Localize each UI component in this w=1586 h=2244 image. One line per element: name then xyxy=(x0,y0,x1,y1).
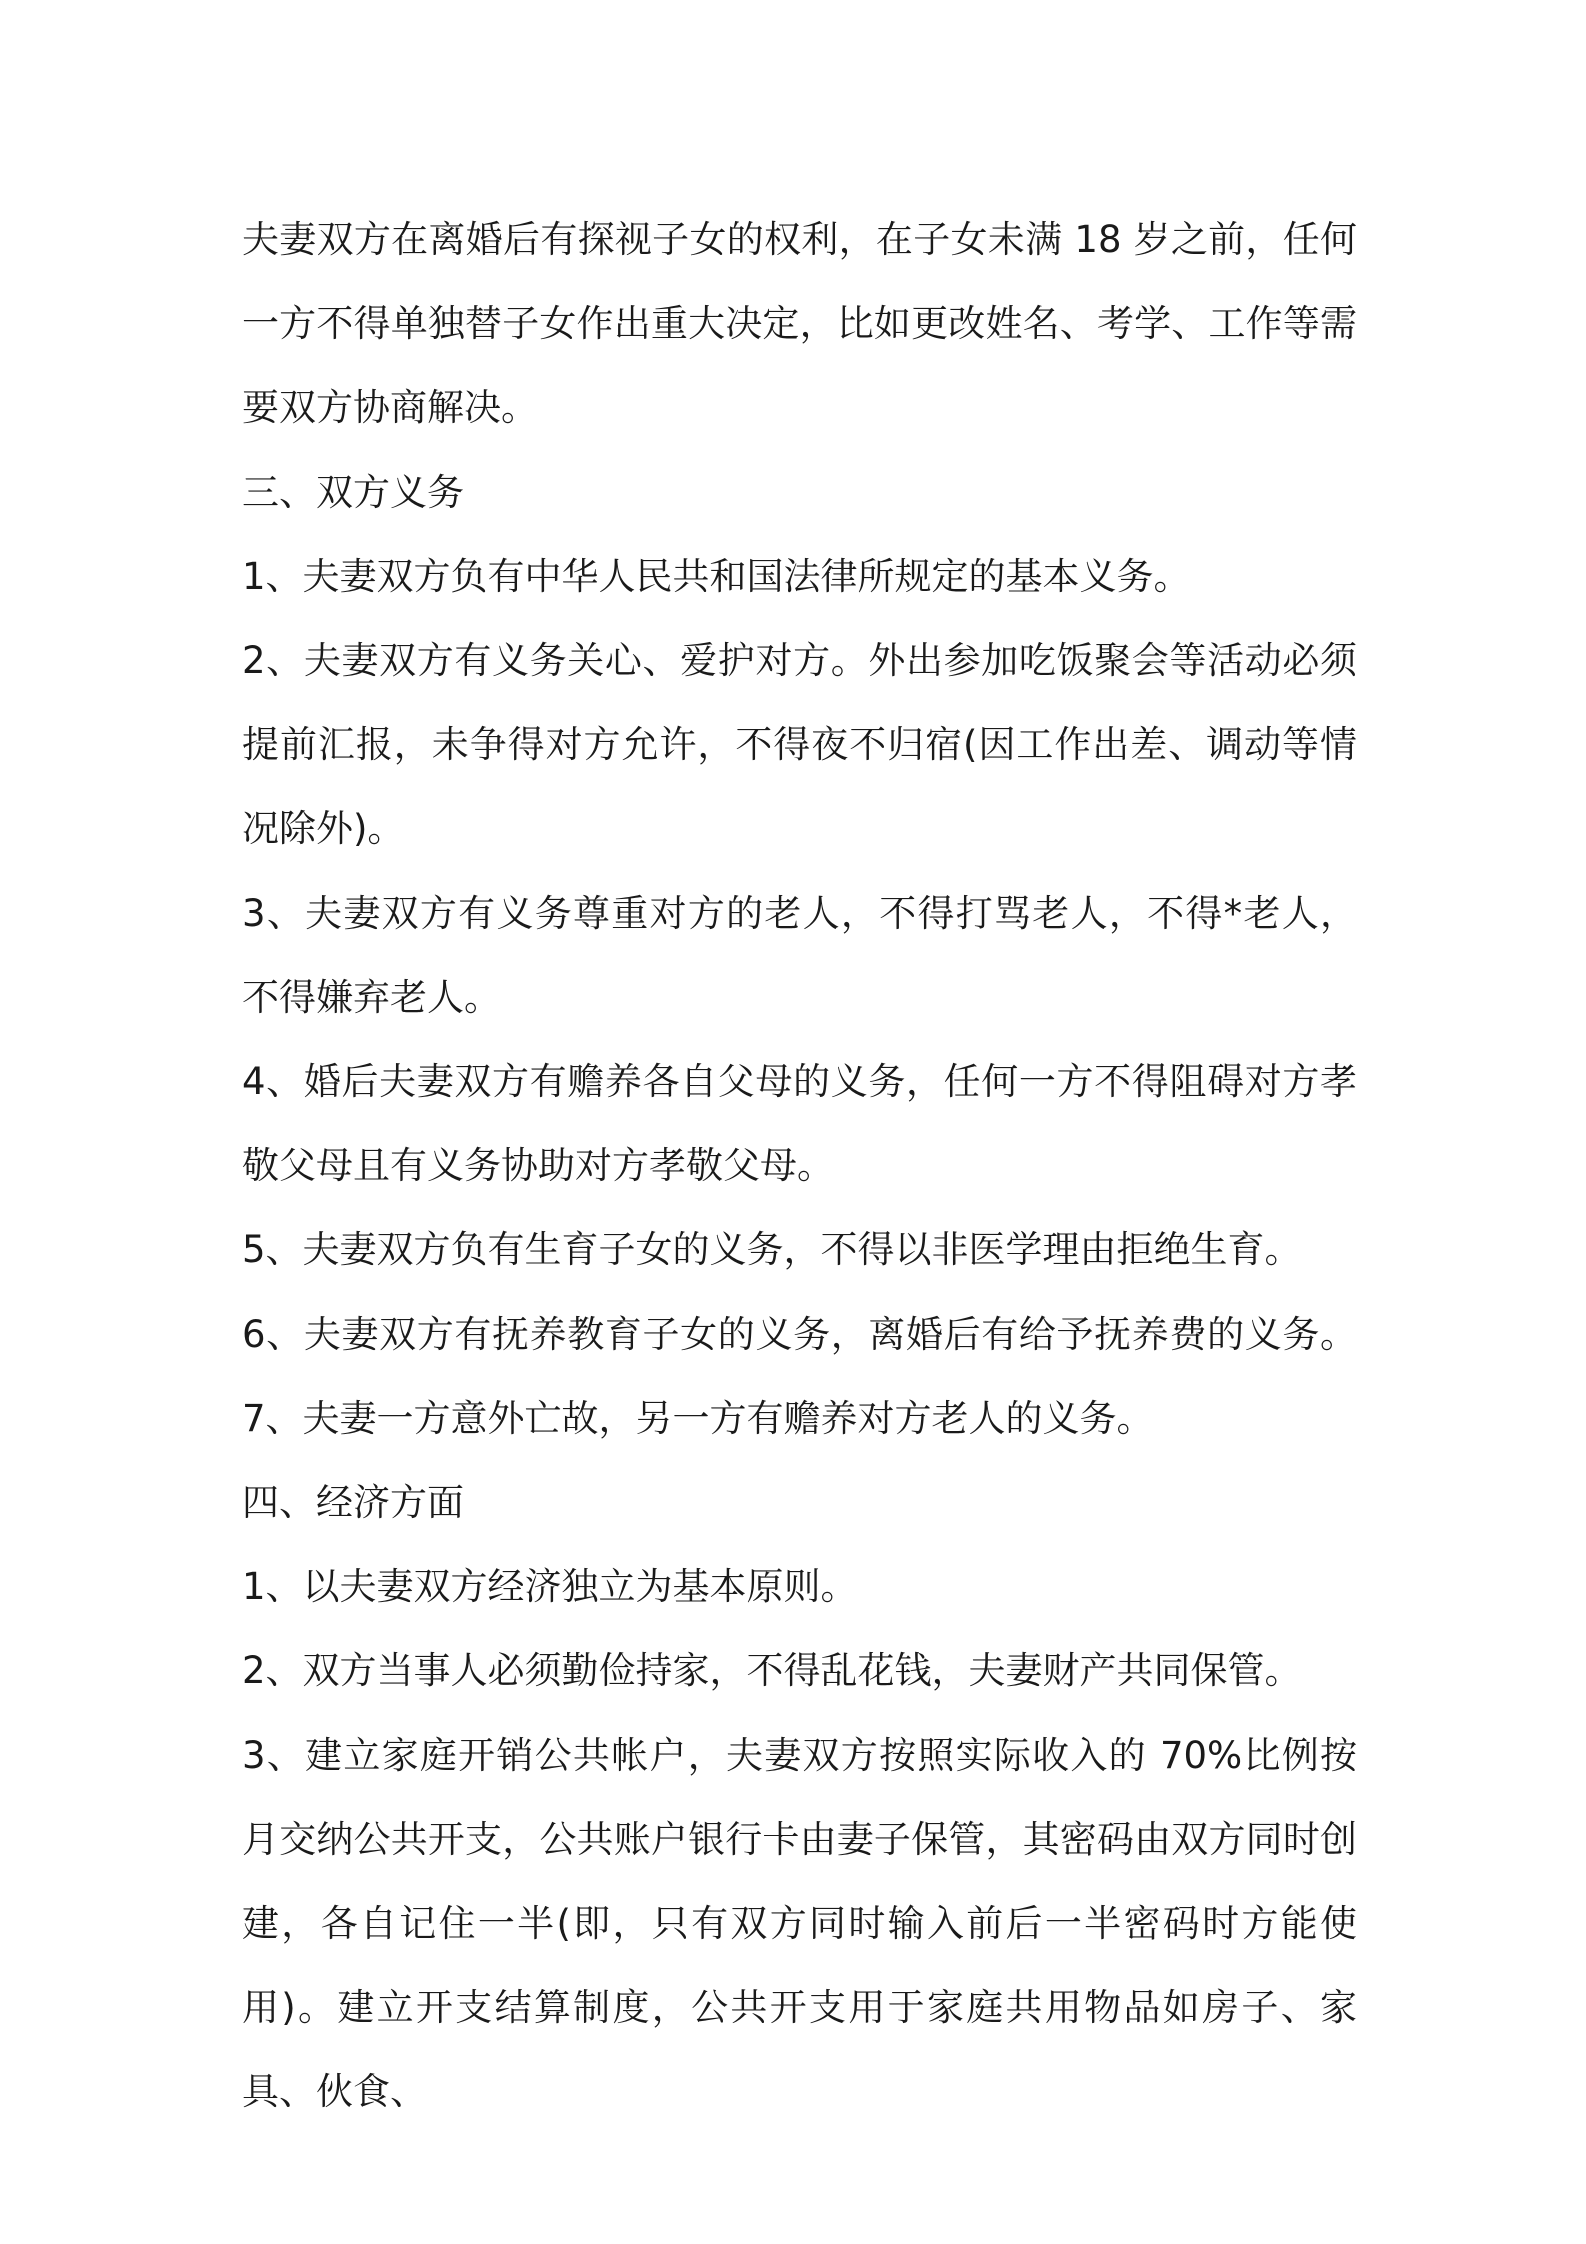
section-heading-economy: 四、经济方面 xyxy=(242,1481,464,1525)
paragraph-economy-1: 1、以夫妻双方经济独立为基本原则。 xyxy=(242,1565,858,1609)
paragraph-obligation-5: 5、夫妻双方负有生育子女的义务，不得以非医学理由拒绝生育。 xyxy=(242,1228,1302,1272)
paragraph-visitation-rights: 夫妻双方在离婚后有探视子女的权利，在子女未满 18 岁之前，任何一方不得单独替子女作出重大决定，比如更改姓名、考学、工作等需要双方协商解决。 xyxy=(242,218,1357,430)
paragraph-obligation-3: 3、夫妻双方有义务尊重对方的老人，不得打骂老人，不得*老人，不得嫌弃老人。 xyxy=(242,891,1357,1019)
paragraph-obligation-2: 2、夫妻双方有义务关心、爱护对方。外出参加吃饭聚会等活动必须提前汇报，未争得对方允许，不得夜不归宿(因工作出差、调动等情况除外)。 xyxy=(242,639,1357,851)
section-heading-obligations: 三、双方义务 xyxy=(242,470,464,514)
paragraph-obligation-1: 1、夫妻双方负有中华人民共和国法律所规定的基本义务。 xyxy=(242,554,1191,598)
paragraph-obligation-6-7: 6、夫妻双方有抚养教育子女的义务，离婚后有给予抚养费的义务。7、夫妻一方意外亡故，另一方有赡养对方老人的义务。 xyxy=(242,1312,1357,1440)
paragraph-economy-3: 3、建立家庭开销公共帐户，夫妻双方按照实际收入的 70%比例按月交纳公共开支，公共账户银行卡由妻子保管，其密码由双方同时创建，各自记住一半(即，只有双方同时输入前后一半密码时方能使用)。建立开支结算制度，公共开支用于家庭共用物品如房子、家具、伙食、 xyxy=(242,1733,1357,2114)
paragraph-obligation-4: 4、婚后夫妻双方有赡养各自父母的义务，任何一方不得阻碍对方孝敬父母且有义务协助对方孝敬父母。 xyxy=(242,1060,1357,1188)
document-body xyxy=(242,198,1357,2135)
paragraph-economy-2: 2、双方当事人必须勤俭持家，不得乱花钱，夫妻财产共同保管。 xyxy=(242,1649,1302,1693)
